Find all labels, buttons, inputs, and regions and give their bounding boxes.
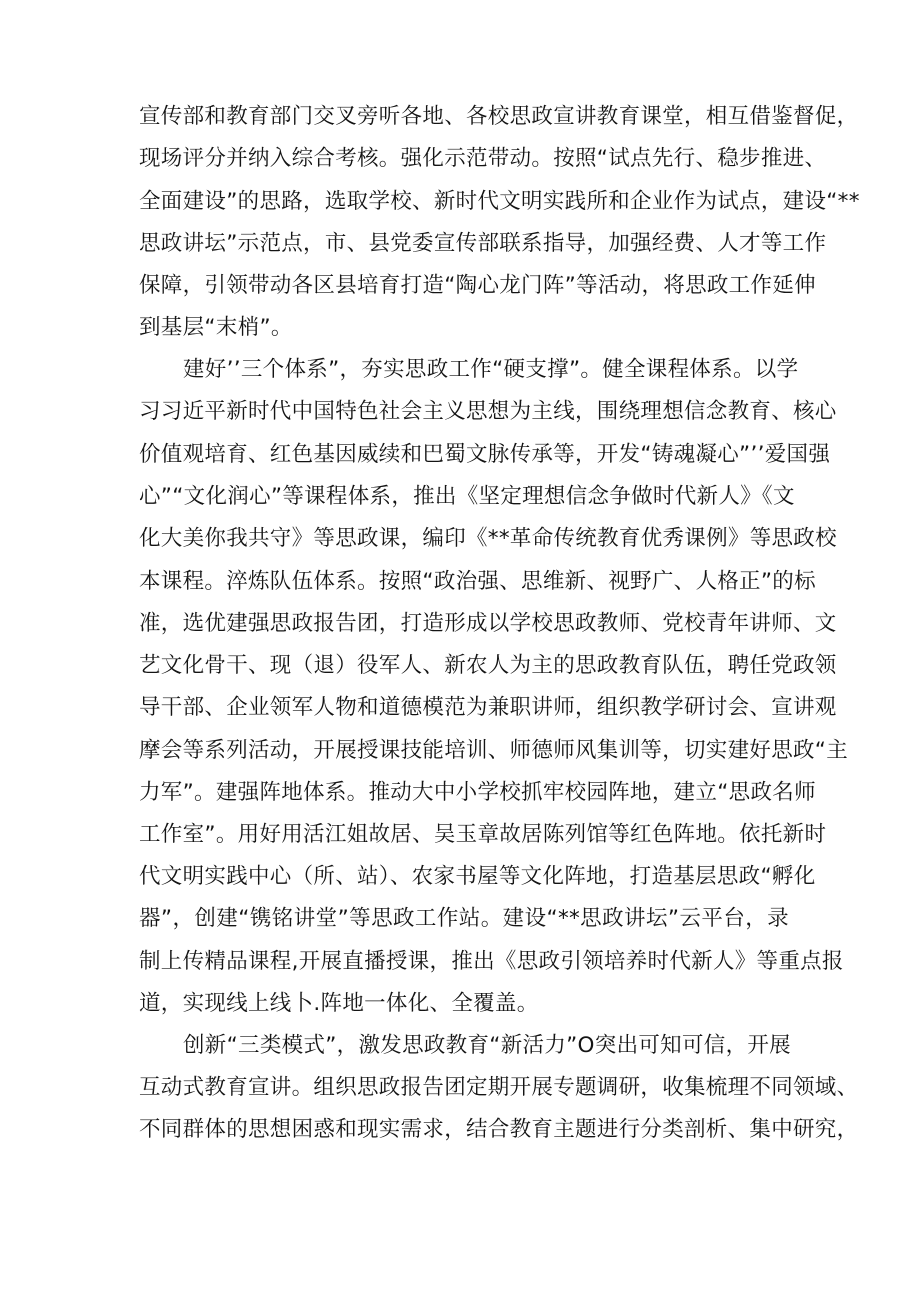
text-line: 工作室”。用好用活江姐故居、吴玉章故居陈列馆等红色阵地。依托新时 [139, 822, 827, 847]
text-line: 道，实现线上线卜.阵地一体化、全覆盖。 [139, 991, 539, 1016]
text-line: 艺文化骨干、现（退）役军人、新农人为主的思政教育队伍，聘任党政领 [139, 653, 837, 678]
text-line: 全面建设”的思路，选取学校、新时代文明实践所和企业作为试点，建设“** [139, 189, 860, 214]
text-line: 宣传部和教育部门交叉旁听各地、各校思政宣讲教育课堂，相互借鉴督促， [139, 104, 859, 129]
text-line: 化大美你我共守》等思政课，编印《**革命传统教育优秀课例》等思政校 [139, 526, 837, 551]
text-line: 准，选优建强思政报告团，打造形成以学校思政教师、党校青年讲师、文 [139, 611, 837, 636]
text-line: 心”“文化润心”等课程体系，推出《坚定理想信念争做时代新人》《文 [139, 484, 795, 509]
text-line: 代文明实践中心（所、站）、农家书屋等文化阵地，打造基层思政“孵化 [139, 864, 816, 889]
text-line: 互动式教育宣讲。组织思政报告团定期开展专题调研，收集梳理不同领域、 [139, 1075, 859, 1100]
text-line: 价值观培育、红色基因威续和巴蜀文脉传承等，开发“铸魂凝心”’’爱国强 [139, 442, 831, 467]
paragraph-first-line: 建好’’三个体系”，夯实思政工作“硬支撑”。健全课程体系。以学 [183, 357, 799, 382]
text-line: 现场评分并纳入综合考核。强化示范带动。按照“试点先行、稳步推进、 [139, 146, 827, 171]
text-line: 制上传精品课程,开展直播授课，推出《思政引领培养时代新人》等重点报 [139, 949, 844, 974]
text-line: 思政讲坛”示范点，市、县党委宣传部联系指导，加强经费、人才等工作 [139, 231, 827, 256]
text-line: 保障，引领带动各区县培育打造“陶心龙门阵”等活动，将思政工作延伸 [139, 273, 816, 298]
text-line: 不同群体的思想困惑和现实需求，结合教育主题进行分类剖析、集中研究， [139, 1117, 859, 1142]
paragraph-first-line: 创新“三类模式”，激发思政教育“新活力”O突出可知可信，开展 [183, 1033, 791, 1058]
text-line: 导干部、企业领军人物和道德模范为兼职讲师，组织教学研讨会、宣讲观 [139, 695, 837, 720]
text-line: 摩会等系列活动，开展授课技能培训、师德师风集训等，切实建好思政“主 [139, 738, 849, 763]
text-line: 器”，创建“镌铭讲堂”等思政工作站。建设“**思政讲坛”云平台，录 [139, 906, 789, 931]
text-line: 力军”。建强阵地体系。推动大中小学校抓牢校园阵地，建立“思政名师 [139, 780, 816, 805]
text-line: 习习近平新时代中国特色社会主义思想为主线，围绕理想信念教育、核心 [139, 399, 837, 424]
text-line: 本课程。淬炼队伍体系。按照“政治强、思维新、视野广、人格正”的标 [139, 569, 816, 594]
text-line: 到基层“末梢”。 [139, 315, 293, 340]
